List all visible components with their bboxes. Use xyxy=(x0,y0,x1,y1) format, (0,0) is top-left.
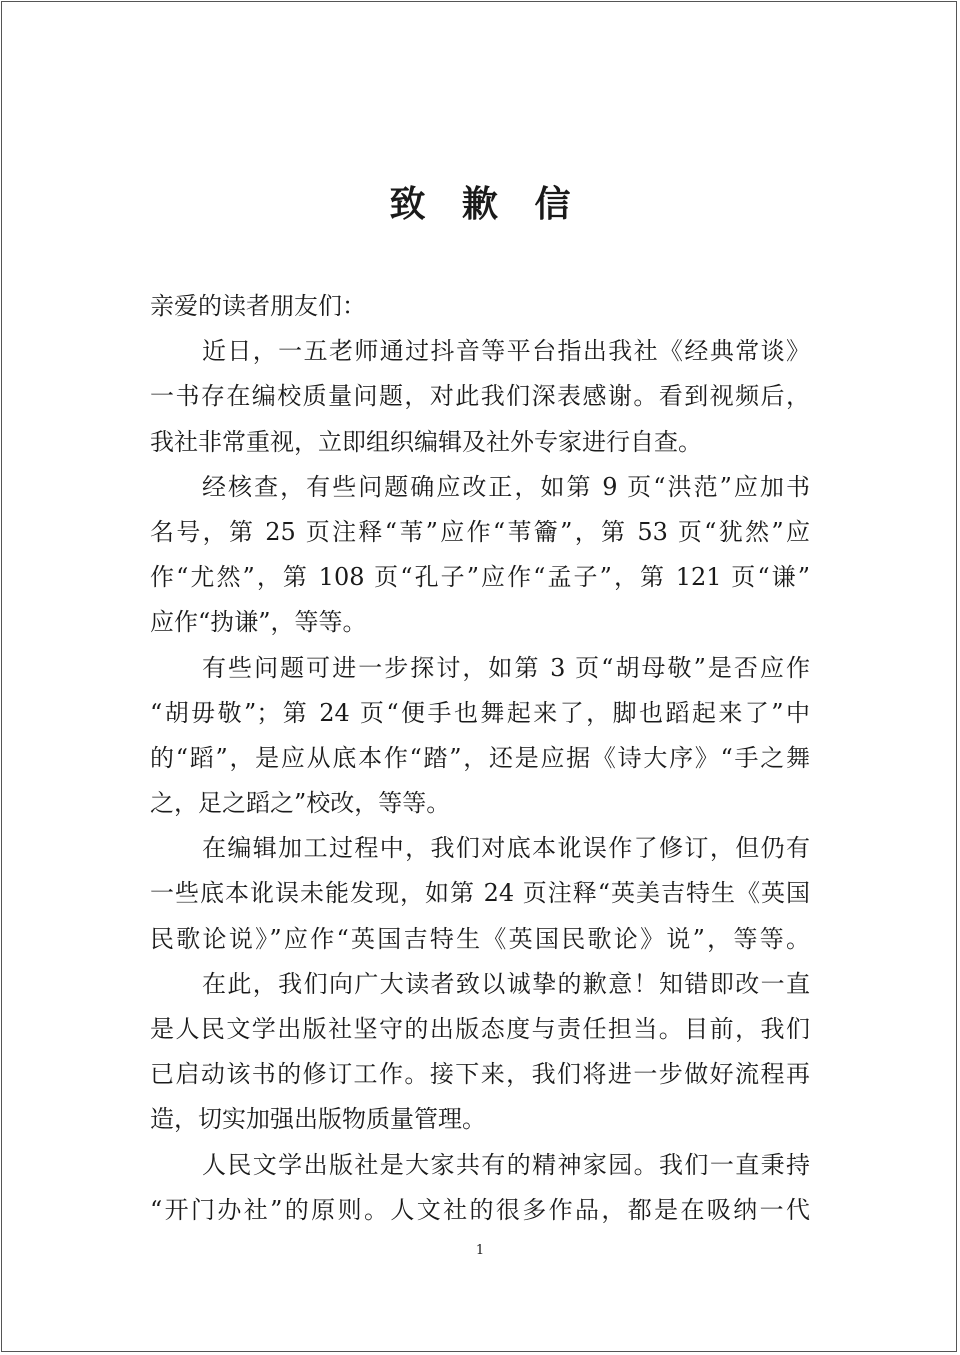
text-line: 有些问题可进一步探讨，如第 3 页“胡母敬”是否应作 xyxy=(202,653,810,682)
text-line: 人民文学出版社是大家共有的精神家园。我们一直秉持 xyxy=(202,1150,810,1179)
greeting: 亲爱的读者朋友们： xyxy=(150,292,366,320)
paragraph xyxy=(150,331,810,467)
text-line: 一书存在编校质量问题，对此我们深表感谢。看到视频后， xyxy=(150,382,810,411)
text-line: 在编辑加工过程中，我们对底本讹误作了修订，但仍有 xyxy=(202,834,810,863)
text-line: 我社非常重视，立即组织编辑及社外专家进行自查。 xyxy=(150,427,702,456)
text-line: 是人民文学出版社坚守的出版态度与责任担当。目前，我们 xyxy=(150,1015,810,1043)
text-line: 应作“㧑谦”，等等。 xyxy=(150,608,367,637)
text-line: 经核查，有些问题确应改正，如第 9 页“洪范”应加书 xyxy=(202,472,810,501)
text-line: 之，足之蹈之”校改，等等。 xyxy=(150,789,451,818)
text-line: “开门办社”的原则。人文社的很多作品，都是在吸纳一代 xyxy=(150,1195,810,1224)
letter-title: 致 歉 信 xyxy=(389,183,583,225)
text-line: 的“蹈”，是应从底本作“踏”，还是应据《诗大序》“手之舞 xyxy=(150,743,810,772)
text-line: 民歌论说》”应作“英国吉特生《英国民歌论》说”，等等。 xyxy=(150,924,810,953)
text-line: “胡毋敬”；第 24 页“便手也舞起来了，脚也蹈起来了”中 xyxy=(150,698,810,727)
paragraph xyxy=(150,648,810,829)
paragraph xyxy=(150,828,810,964)
text-line: 作“尤然”，第 108 页“孔子”应作“孟子”，第 121 页“谦” xyxy=(150,563,810,592)
paragraph xyxy=(150,467,810,648)
letter-body xyxy=(150,286,810,1235)
paragraph xyxy=(150,1145,810,1235)
text-line: 在此，我们向广大读者致以诚挚的歉意！知错即改一直 xyxy=(202,969,810,998)
text-line: 一些底本讹误未能发现，如第 24 页注释“英美吉特生《英国 xyxy=(150,879,810,908)
page-number: 1 xyxy=(475,1243,485,1258)
text-line: 已启动该书的修订工作。接下来，我们将进一步做好流程再 xyxy=(150,1060,810,1089)
paragraph xyxy=(150,964,810,1145)
text-line: 名号，第 25 页注释“苇”应作“苇籥”，第 53 页“犹然”应 xyxy=(150,517,810,546)
text-line: 造，切实加强出版物质量管理。 xyxy=(150,1105,486,1134)
text-line: 近日，一五老师通过抖音等平台指出我社《经典常谈》 xyxy=(202,337,810,366)
